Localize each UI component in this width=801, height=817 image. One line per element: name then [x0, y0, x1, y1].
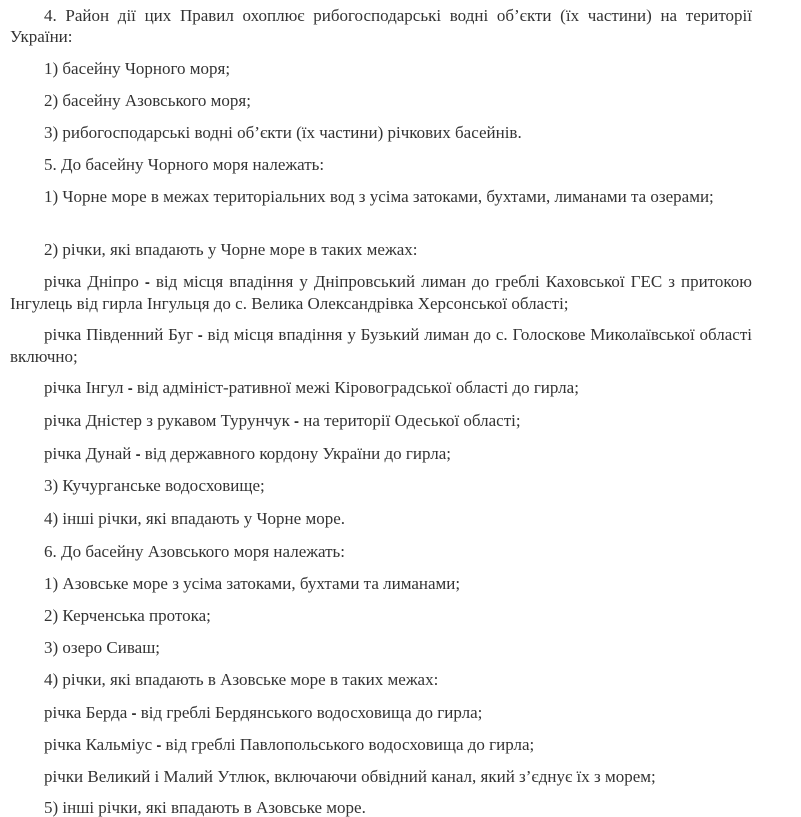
dash-separator: - — [152, 737, 166, 754]
dash-separator: - — [127, 705, 141, 722]
list-item-black-sea-rivers: 2) річки, які впадають у Чорне море в таких межах: — [44, 240, 418, 259]
list-item-black-sea: 1) Чорне море в межах територіальних вод з усіма затоками, бухтами, лиманами та озерами; — [44, 187, 714, 206]
river-name: річка Дніпро — [44, 272, 139, 291]
list-item-azov-sea: 1) Азовське море з усіма затоками, бухтами та лиманами; — [44, 574, 461, 593]
river-bounds: від греблі Бердянського водосховища до гирла; — [140, 703, 483, 722]
river-name: річка Кальміус — [44, 735, 153, 754]
river-bounds: від місця впадіння у Бузький лиман до с. Голоскове Миколаївської області включно; — [10, 325, 752, 366]
list-item-azov-sea-basin: 2) басейну Азовського моря; — [44, 91, 251, 110]
list-item-black-sea-basin: 1) басейну Чорного моря; — [44, 59, 231, 78]
river-bounds: від адмініст-ративної межі Кіровоградської області до гирла; — [136, 378, 579, 397]
river-entry-inhul — [10, 377, 752, 399]
river-entry-dnipro — [10, 271, 752, 314]
river-bounds: від державного кордону України до гирла; — [144, 444, 452, 463]
dash-separator: - — [131, 446, 145, 463]
list-item-other-azov-rivers: 5) інші річки, які впадають в Азовське море. — [44, 798, 366, 817]
river-entry-danube — [10, 443, 752, 465]
list-item-other-black-sea-rivers: 4) інші річки, які впадають у Чорне море. — [44, 509, 345, 528]
river-name: річка Південний Буг — [44, 325, 193, 344]
river-bounds: від місця впадіння у Дніпровський лиман до греблі Каховської ГЕС з притокою Інгулець від гирла Інгульця до с. Велика Олександрівка Херсонської області; — [10, 272, 752, 313]
paragraph-5: 5. До басейну Чорного моря належать: — [44, 155, 325, 174]
river-bounds: від греблі Павлопольського водосховища до гирла; — [165, 735, 535, 754]
list-item-syvash-lake: 3) озеро Сиваш; — [44, 638, 161, 657]
dash-separator: - — [138, 274, 156, 291]
paragraph-4: 4. Район дії цих Правил охоплює рибогосподарські водні об’єкти (їх частини) на території України: — [10, 6, 752, 46]
river-name: річка Дунай — [44, 444, 132, 463]
dash-separator: - — [289, 413, 304, 430]
dash-separator: - — [192, 327, 208, 344]
river-name: річка Берда — [44, 703, 128, 722]
river-entry-dniester — [10, 410, 752, 432]
river-bounds: на території Одеської області; — [303, 411, 521, 430]
dash-separator: - — [123, 380, 137, 397]
river-name: річка Інгул — [44, 378, 124, 397]
river-entry-kalmius — [10, 734, 752, 756]
list-item-kerch-strait: 2) Керченська протока; — [44, 606, 211, 625]
list-item-river-basins: 3) рибогосподарські водні об’єкти (їх частини) річкових басейнів. — [44, 123, 522, 142]
list-item-azov-sea-rivers: 4) річки, які впадають в Азовське море в таких межах: — [44, 670, 439, 689]
list-item-kuchurhan-reservoir: 3) Кучурганське водосховище; — [44, 476, 265, 495]
river-entry-berda — [10, 702, 752, 724]
paragraph-6: 6. До басейну Азовського моря належать: — [44, 542, 346, 561]
list-item-utliuk-rivers: річки Великий і Малий Утлюк, включаючи обвідний канал, який з’єднує їх з морем; — [44, 767, 656, 786]
river-entry-southern-buh — [10, 324, 752, 367]
river-name: річка Дністер з рукавом Турунчук — [44, 411, 290, 430]
